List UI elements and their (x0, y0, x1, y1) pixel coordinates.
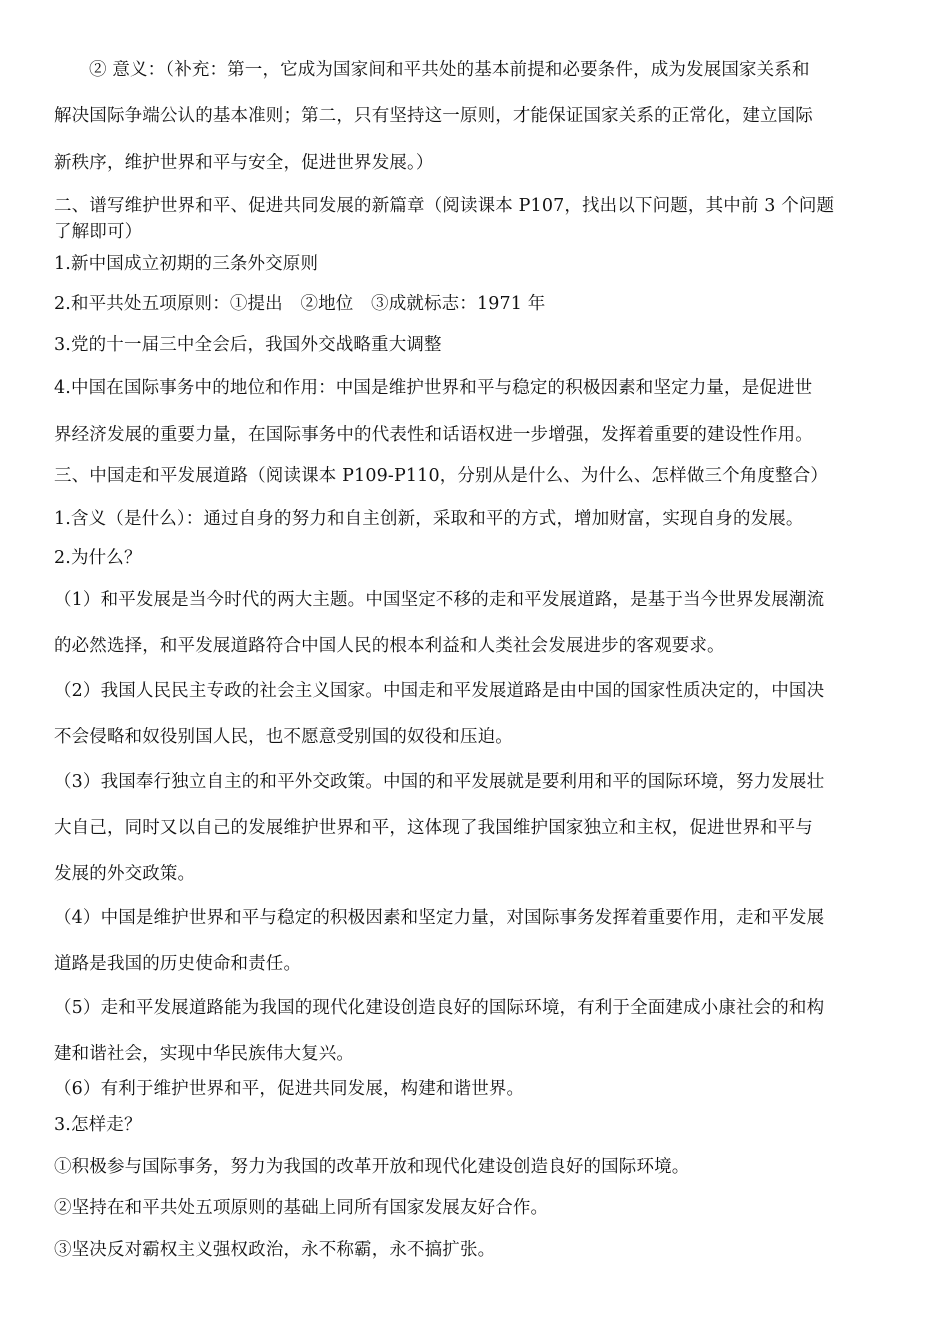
section-two-item-4-line-1: 4.中国在国际事务中的地位和作用：中国是维护世界和平与稳定的积极因素和坚定力量，是促进世 (54, 378, 813, 398)
section-three-why-heading: 2.为什么？ (54, 548, 142, 568)
section-two-item-3: 3.党的十一届三中全会后，我国外交战略重大调整 (54, 335, 442, 355)
section-two-item-2: 2.和平共处五项原则：①提出 ②地位 ③成就标志：1971 年 (54, 294, 546, 314)
section-two-item-1: 1.新中国成立初期的三条外交原则 (54, 254, 319, 274)
reason-5-line-1: （5）走和平发展道路能为我国的现代化建设创造良好的国际环境，有利于全面建成小康社会的和构 (54, 998, 825, 1018)
reason-2-line-2: 不会侵略和奴役别国人民，也不愿意受别国的奴役和压迫。 (54, 727, 513, 747)
reason-3-line-3: 发展的外交政策。 (54, 864, 196, 884)
section-two-heading-line-1: 二、谱写维护世界和平、促进共同发展的新篇章（阅读课本 P107，找出以下问题，其中前 3 个问题 (54, 196, 835, 216)
reason-3-line-1: （3）我国奉行独立自主的和平外交政策。中国的和平发展就是要利用和平的国际环境，努力发展壮 (54, 772, 825, 792)
how-item-2: ②坚持在和平共处五项原则的基础上同所有国家发展友好合作。 (54, 1198, 549, 1218)
reason-2-line-1: （2）我国人民民主专政的社会主义国家。中国走和平发展道路是由中国的国家性质决定的，中国决 (54, 681, 825, 701)
significance-line-1: ② 意义：（补充：第一，它成为国家间和平共处的基本前提和必要条件，成为发展国家关系和 (89, 60, 810, 80)
section-two-item-4-line-2: 界经济发展的重要力量，在国际事务中的代表性和话语权进一步增强，发挥着重要的建设性作用。 (54, 425, 813, 445)
reason-4-line-2: 道路是我国的历史使命和责任。 (54, 954, 302, 974)
section-three-how-heading: 3.怎样走？ (54, 1115, 142, 1135)
section-three-heading: 三、中国走和平发展道路（阅读课本 P109-P110，分别从是什么、为什么、怎样做三个角度整合） (54, 466, 829, 486)
reason-3-line-2: 大自己，同时又以自己的发展维护世界和平，这体现了我国维护国家独立和主权，促进世界和平与 (54, 818, 813, 838)
section-three-meaning: 1.含义（是什么）：通过自身的努力和自主创新，采取和平的方式，增加财富，实现自身的发展。 (54, 509, 804, 529)
section-two-heading-line-2: 了解即可） (54, 222, 143, 242)
significance-line-2: 解决国际争端公认的基本准则；第二，只有坚持这一原则，才能保证国家关系的正常化，建立国际 (54, 106, 813, 126)
how-item-3: ③坚决反对霸权主义强权政治，永不称霸，永不搞扩张。 (54, 1240, 496, 1260)
reason-4-line-1: （4）中国是维护世界和平与稳定的积极因素和坚定力量，对国际事务发挥着重要作用，走和平发展 (54, 908, 825, 928)
reason-5-line-2: 建和谐社会，实现中华民族伟大复兴。 (54, 1044, 355, 1064)
reason-6: （6）有利于维护世界和平，促进共同发展，构建和谐世界。 (54, 1079, 525, 1099)
reason-1-line-2: 的必然选择，和平发展道路符合中国人民的根本利益和人类社会发展进步的客观要求。 (54, 636, 725, 656)
significance-line-3: 新秩序，维护世界和平与安全，促进世界发展。） (54, 153, 434, 173)
how-item-1: ①积极参与国际事务，努力为我国的改革开放和现代化建设创造良好的国际环境。 (54, 1157, 690, 1177)
reason-1-line-1: （1）和平发展是当今时代的两大主题。中国坚定不移的走和平发展道路，是基于当今世界发展潮流 (54, 590, 825, 610)
